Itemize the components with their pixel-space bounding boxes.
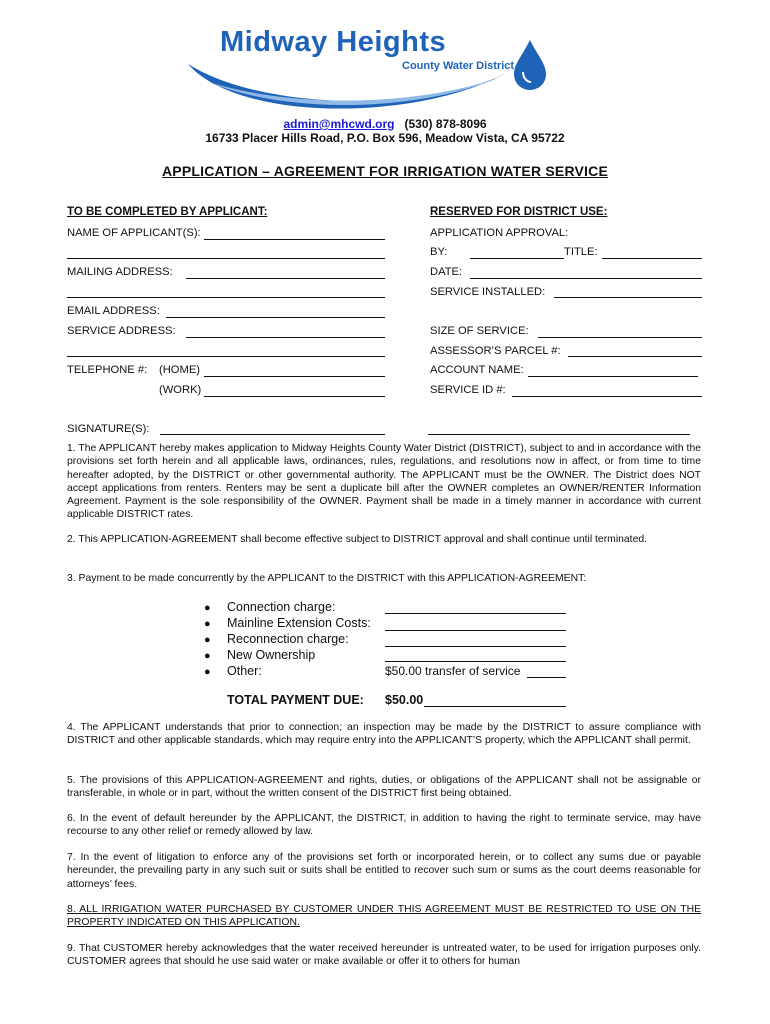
by-label: BY: (430, 246, 448, 258)
logo-sub-text: County Water District (402, 60, 515, 72)
mailing-address-label: MAILING ADDRESS: (67, 266, 173, 278)
size-of-service-field[interactable] (538, 337, 702, 338)
bullet-icon: ● (204, 650, 211, 662)
account-name-field[interactable] (528, 376, 698, 377)
paragraph-4: 4. The APPLICANT understands that prior to connection; an inspection may be made by the DISTRICT to assure compliance with DISTRICT and other applicable standards, which may require entry into the APPLICANT’S property, which the APPLICANT shall permit. (67, 722, 701, 747)
assessor-parcel-field[interactable] (568, 356, 702, 357)
application-approval-label: APPLICATION APPROVAL: (430, 227, 569, 239)
paragraph-3: 3. Payment to be made concurrently by the APPLICANT to the DISTRICT with this APPLICATION-AGREEMENT: (67, 573, 587, 584)
bullet-icon: ● (204, 634, 211, 646)
name-label: NAME OF APPLICANT(S): (67, 227, 201, 239)
paragraph-7: 7. In the event of litigation to enforce any of the provisions set forth or incorporated herein, or to collect any sums due or payable hereunder, the prevailing party in any such suit or suits shall be entitled to recover such sum or sums as the court deems reasonable for attorneys’ fees. (67, 852, 701, 890)
email-link[interactable]: admin@mhcwd.org (283, 117, 395, 131)
bullet-icon: ● (204, 602, 211, 614)
contact-line (0, 117, 770, 131)
paragraph-5: 5. The provisions of this APPLICATION-AGREEMENT and rights, duties, or obligations of the APPLICANT shall not be assignable or transferable, in whole or in part, without the written consent of the DISTRICT first being obtained. (67, 775, 701, 800)
email-address-field[interactable] (166, 317, 385, 318)
work-phone-field[interactable] (204, 396, 385, 397)
district-signature-field[interactable] (428, 434, 690, 435)
charge-value: $50.00 transfer of service (385, 664, 521, 678)
paragraph-1: 1. The APPLICANT hereby makes application to Midway Heights County Water District (DISTRICT), subject to and in accordance with the provisions set forth herein and all applicable laws, ordinances, rules, regulations, and resolutions now in affect, or from time to time hereafter adopted, by the DISTRICT or other governmental authority. The APPLICANT must be the OWNER. The District does NOT accept applications from renters. Renters may be sent a duplicate bill after the OWNER completes an OWNER/RENTER Information Agreement. Payment is the sole responsibility of the OWNER. Payment shall be made in a timely manner in accordance with current applicable DISTRICT rates. (67, 443, 701, 521)
charge-label: Mainline Extension Costs: (227, 616, 371, 630)
total-payment-underline (424, 706, 566, 707)
mailing-address-field[interactable] (186, 278, 385, 279)
total-payment-label: TOTAL PAYMENT DUE: (227, 693, 364, 707)
charge-value-field[interactable] (385, 630, 566, 631)
home-phone-label: (HOME) (159, 364, 201, 376)
address-line: 16733 Placer Hills Road, P.O. Box 596, Meadow Vista, CA 95722 (205, 131, 565, 145)
service-address-field-2[interactable] (67, 356, 385, 357)
charge-label: New Ownership (227, 648, 316, 662)
charge-label: Connection charge: (227, 600, 336, 614)
date-field[interactable] (470, 278, 702, 279)
work-phone-label: (WORK) (159, 384, 202, 396)
home-phone-field[interactable] (204, 376, 385, 377)
document-title: APPLICATION – AGREEMENT FOR IRRIGATION WATER SERVICE (162, 163, 608, 179)
by-field[interactable] (470, 258, 564, 259)
service-id-field[interactable] (512, 396, 702, 397)
district-use-heading: RESERVED FOR DISTRICT USE: (430, 206, 608, 218)
service-address-label: SERVICE ADDRESS: (67, 325, 176, 337)
signature-field[interactable] (160, 434, 385, 435)
applicant-section-heading: TO BE COMPLETED BY APPLICANT: (67, 206, 268, 218)
date-label: DATE: (430, 266, 463, 278)
account-name-label: ACCOUNT NAME: (430, 364, 524, 376)
phone-number: (530) 878-8096 (404, 117, 487, 131)
paragraph-2: 2. This APPLICATION-AGREEMENT shall become effective subject to DISTRICT approval and shall continue until terminated. (67, 534, 648, 545)
email-address-label: EMAIL ADDRESS: (67, 305, 160, 317)
title-field[interactable] (602, 258, 702, 259)
charge-value-underline (527, 677, 566, 678)
paragraph-8: 8. ALL IRRIGATION WATER PURCHASED BY CUSTOMER UNDER THIS AGREEMENT MUST BE RESTRICTED TO USE ON THE PROPERTY INDICATED ON THIS APPLICATION. (67, 904, 701, 929)
signature-label: SIGNATURE(S): (67, 423, 150, 435)
district-logo (178, 22, 558, 122)
charge-label: Other: (227, 664, 262, 678)
service-installed-field[interactable] (554, 297, 702, 298)
service-address-field[interactable] (186, 337, 385, 338)
charge-value-field[interactable] (385, 661, 566, 662)
telephone-label: TELEPHONE #: (67, 364, 148, 376)
paragraph-9: 9. That CUSTOMER hereby acknowledges that the water received hereunder is untreated water, to be used for irrigation purposes only. CUSTOMER agrees that should he use said water or make available or offer it to others for human (67, 943, 701, 968)
bullet-icon: ● (204, 666, 211, 678)
total-payment-value: $50.00 (385, 693, 424, 707)
service-id-label: SERVICE ID #: (430, 384, 506, 396)
name-field[interactable] (204, 239, 385, 240)
paragraph-6: 6. In the event of default hereunder by the APPLICANT, the DISTRICT, in addition to having the right to terminate service, may have recourse to any other relief or remedy allowed by law. (67, 813, 701, 838)
charge-value-field[interactable] (385, 646, 566, 647)
mailing-address-field-2[interactable] (67, 297, 385, 298)
size-of-service-label: SIZE OF SERVICE: (430, 325, 529, 337)
title-label: TITLE: (564, 246, 598, 258)
assessor-parcel-label: ASSESSOR’S PARCEL #: (430, 345, 561, 357)
bullet-icon: ● (204, 618, 211, 630)
charge-label: Reconnection charge: (227, 632, 349, 646)
service-installed-label: SERVICE INSTALLED: (430, 286, 546, 298)
charge-value-field[interactable] (385, 613, 566, 614)
name-field-2[interactable] (67, 258, 385, 259)
logo-main-text: Midway Heights (220, 26, 447, 58)
